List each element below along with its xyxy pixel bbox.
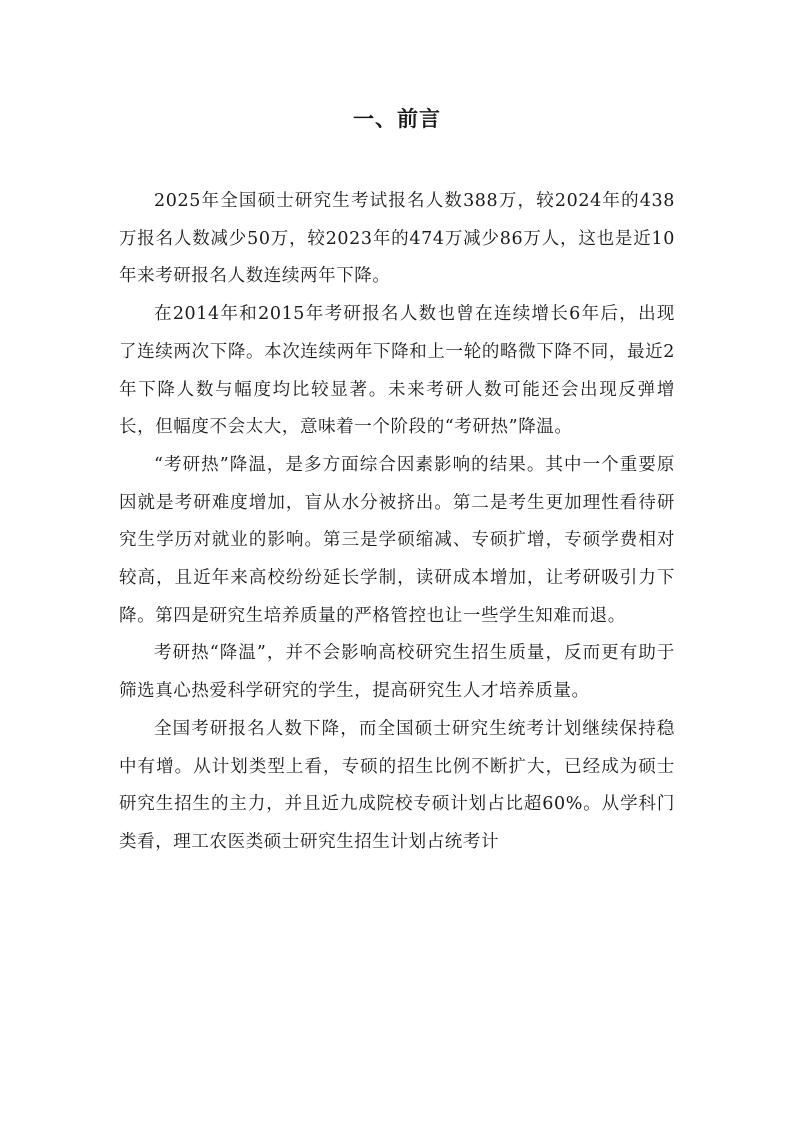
body-text [119,183,675,862]
paragraph-2: 在2014年和2015年考研报名人数也曾在连续增长6年后，出现了连续两次下降。本次连续两年下降和上一轮的略微下降不同，最近2年下降人数与幅度均比较显著。未来考研人数可能还会出现反弹增长，但幅度不会太大，意味着一个阶段的“考研热”降温。 [119,304,675,438]
paragraph-1: 2025年全国硕士研究生考试报名人数388万，较2024年的438万报名人数减少50万，较2023年的474万减少86万人，这也是近10年来考研报名人数连续两年下降。 [119,191,675,287]
paragraph-5: 全国考研报名人数下降，而全国硕士研究生统考计划继续保持稳中有增。从计划类型上看，专硕的招生比例不断扩大，已经成为硕士研究生招生的主力，并且近九成院校专硕计划占比超60%。从学科门类看，理工农医类硕士研究生招生计划占统考计 [119,718,675,852]
section-heading: 一、前言 [353,106,441,131]
paragraph-3: “考研热”降温，是多方面综合因素影响的结果。其中一个重要原因就是考研难度增加，盲从水分被挤出。第二是考生更加理性看待研究生学历对就业的影响。第三是学硕缩减、专硕扩增，专硕学费相对较高，且近年来高校纷纷延长学制，读研成本增加，让考研吸引力下降。第四是研究生培养质量的严格管控也让一些学生知难而退。 [119,454,675,626]
paragraph-4: 考研热“降温”，并不会影响高校研究生招生质量，反而更有助于筛选真心热爱科学研究的学生，提高研究生人才培养质量。 [119,643,675,702]
